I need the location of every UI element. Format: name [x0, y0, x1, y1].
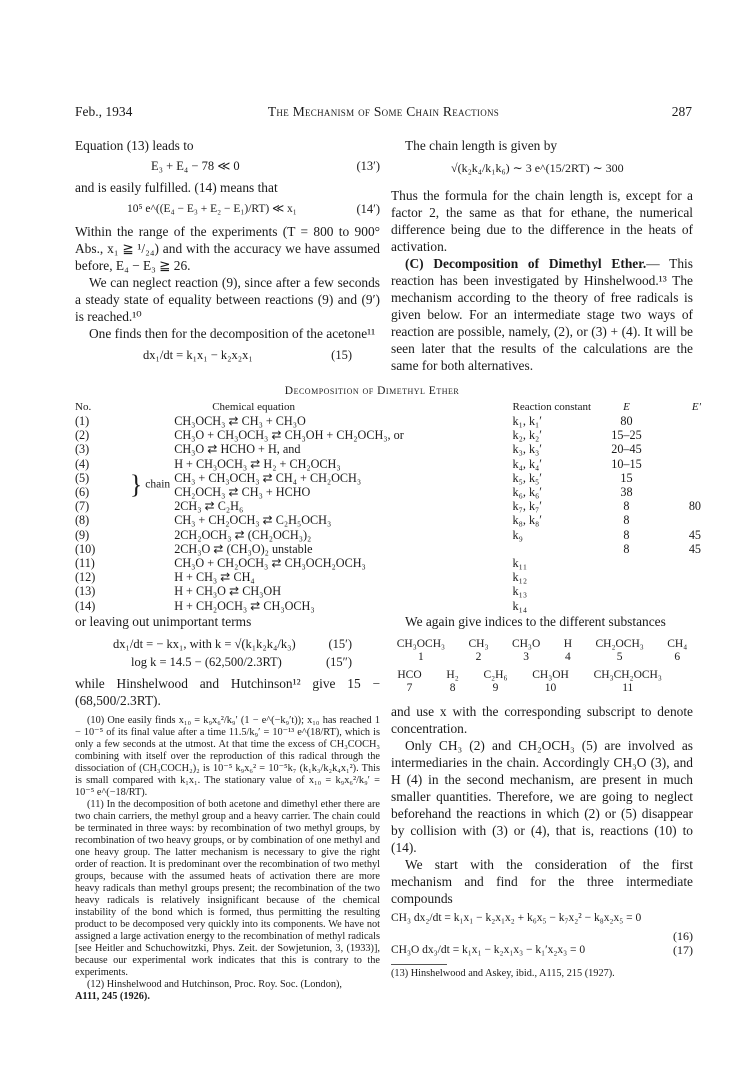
activation-energy-reverse	[660, 471, 703, 485]
equation-16	[391, 910, 693, 928]
substance-index: 8	[449, 682, 456, 694]
substance-index: 11	[622, 682, 634, 694]
chemical-equation: CH₃OCH₃ ⇄ CH₃ + CH₃O	[174, 414, 306, 429]
reaction-number: (2)	[75, 428, 90, 443]
equation-16-number-line	[391, 928, 693, 942]
right-column-upper	[391, 137, 693, 374]
substance-index: 3	[523, 651, 529, 663]
activation-energy	[593, 598, 660, 612]
header-E-prime: E′	[691, 401, 701, 413]
activation-energy-reverse: 45	[688, 527, 701, 542]
chain-brace	[128, 442, 172, 456]
equation-expr: CH₃O dx₃/dt = k₁x₁ − k₂x₁x₃ − k₁′x₂x₃ = 0	[391, 944, 586, 956]
reaction-number: (7)	[75, 499, 90, 514]
chemical-equation: CH₃ + CH₂OCH₃ ⇄ C₂H₅OCH₃	[174, 513, 332, 528]
equation-number: (15)	[331, 348, 352, 362]
activation-energy-reverse	[660, 570, 703, 584]
table-row	[73, 442, 703, 456]
substance-formula	[680, 669, 693, 682]
table-caption: Decomposition of Dimethyl Ether	[284, 385, 460, 397]
footnote-11: (11) In the decomposition of both acetone and dimethyl ether there are two chain carriers, the methyl group and a heavy carrier. The chain could be terminated in three ways: by recombination of two methyl groups, by recombination of two heavy groups, or by combination of one methyl and one heavy group. The latter mechanism is necessary to give the right order of reaction. It is predominant over the recombination of two methyl groups, because with the assumed heats of activation there are more heavy radicals than methyl groups present; the recombination of the two heavy radicals is relatively insignificant because of the chemical instability of the bond which is formed, thus permitting the resulting product to be decomposed very quickly into its components. We have not assigned a large activation energy to the recombination of methyl radicals [see Heitler and Schuchowitzki, Phys. Zeit. der Sowjetunion, 3, (1933)], because our experimental work indicates that this is contrary to the experiments.	[75, 799, 380, 978]
header-date: Feb., 1934	[75, 104, 133, 119]
reaction-constant: k₁, k₁′	[512, 414, 542, 429]
reaction-constant: k₇, k₇′	[512, 499, 542, 514]
substance-formula: CH₃O	[511, 638, 541, 650]
footnote-rule	[391, 964, 447, 965]
activation-energy	[593, 584, 660, 598]
substance-formula: CH₂OCH₃	[595, 638, 644, 650]
reaction-number: (9)	[75, 527, 90, 542]
activation-energy	[593, 570, 660, 584]
substance-formula: CH₃OH	[532, 669, 569, 681]
chain-brace	[128, 542, 172, 556]
header-equation: Chemical equation	[212, 401, 295, 413]
chain-label: chain	[145, 478, 171, 491]
table-row	[73, 457, 703, 471]
activation-energy: 8	[623, 541, 630, 556]
table-row	[73, 528, 703, 542]
table-row	[73, 428, 703, 442]
equation-number: (17)	[673, 943, 693, 957]
chemical-equation: 2CH₂OCH₃ ⇄ (CH₂OCH₃)₂	[174, 527, 312, 542]
substance-formula: C₂H₆	[483, 669, 508, 681]
chain-brace	[128, 457, 172, 471]
equation-14-prime	[75, 201, 380, 219]
equation-17	[391, 942, 693, 960]
chemical-equation: 2CH₃ ⇄ C₂H₆	[174, 499, 244, 514]
activation-energy: 20–45	[611, 442, 642, 457]
equation-expr: dx₁/dt = k₁x₁ − k₂x₂x₁	[143, 348, 253, 362]
equation-13-prime	[75, 158, 380, 176]
activation-energy: 15	[620, 470, 633, 485]
table-row	[73, 542, 703, 556]
reaction-constant: k₅, k₅′	[512, 470, 542, 485]
left-column-upper	[75, 137, 380, 365]
reaction-constant: k₆, k₆′	[512, 485, 542, 500]
table-row	[73, 471, 703, 485]
reaction-number: (3)	[75, 442, 90, 457]
substance-index: 9	[492, 682, 499, 694]
reaction-table	[73, 400, 703, 613]
activation-energy-reverse: 80	[688, 499, 701, 514]
section-title: (C) Decomposition of Dimethyl Ether.	[405, 256, 647, 271]
chemical-equation: CH₃O + CH₃OCH₃ ⇄ CH₃OH + CH₂OCH₃, or	[174, 428, 404, 443]
activation-energy-reverse	[660, 513, 703, 527]
reaction-number: (13)	[75, 584, 96, 599]
header-spacer	[128, 400, 172, 414]
substance-formula: CH₃	[468, 638, 489, 650]
reaction-number: (14)	[75, 598, 96, 613]
chemical-equation: CH₂OCH₃ ⇄ CH₃ + HCHO	[174, 485, 311, 500]
equation-expr: dx₁/dt = − kx₁, with k = √(k₁k₂k₄/k₃)	[113, 637, 296, 651]
chain-brace	[128, 598, 172, 612]
paragraph: Thus the formula for the chain length is, except for a factor 2, the same as that for ethane, the numerical difference being due to the difference in the heats of activation.	[391, 188, 693, 254]
substance-formula: CH₃CH₂OCH₃	[593, 669, 662, 681]
paragraph: Within the range of the experiments (T = 800 to 900° Abs., x₁ ≧ ¹/₂₄) and with the accuracy we have assumed before, E₄ − E₃ ≧ 26.	[75, 224, 380, 273]
activation-energy	[593, 556, 660, 570]
chemical-equation: H + CH₃ ⇄ CH₄	[174, 570, 255, 585]
activation-energy-reverse	[660, 485, 703, 499]
activation-energy: 8	[623, 527, 630, 542]
substance-formula: H	[563, 638, 573, 650]
equation-expr: 10⁵ e^((E₄ − E₃ + E₂ − E₁)/RT) ≪ x₁	[127, 203, 297, 215]
activation-energy-reverse: 45	[688, 541, 701, 556]
chemical-equation: CH₃O ⇄ HCHO + H, and	[174, 442, 301, 457]
activation-energy: 8	[623, 513, 630, 528]
chain-brace	[128, 513, 172, 527]
chain-brace	[128, 428, 172, 442]
paragraph: and is easily fulfilled. (14) means that	[75, 180, 278, 195]
reaction-number: (10)	[75, 541, 96, 556]
substance-index: 6	[674, 651, 681, 663]
chain-brace	[128, 570, 172, 584]
paragraph: The chain length is given by	[405, 138, 558, 153]
reaction-constant: k₃, k₃′	[512, 442, 542, 457]
activation-energy: 10–15	[611, 456, 642, 471]
reaction-constant: k₄, k₄′	[512, 456, 542, 471]
substance-formula: CH₃OCH₃	[396, 638, 446, 650]
activation-energy-reverse	[660, 442, 703, 456]
activation-energy-reverse	[660, 556, 703, 570]
equation-15	[75, 347, 380, 365]
chemical-equation: CH₃O + CH₂OCH₃ ⇄ CH₃OCH₂OCH₃	[174, 555, 366, 570]
chain-brace	[128, 556, 172, 570]
left-column-lower	[75, 613, 380, 1003]
equation-number: (16)	[673, 929, 693, 943]
table-header-row	[73, 400, 703, 414]
activation-energy: 38	[620, 485, 633, 500]
substance-formula: HCO	[397, 669, 422, 681]
paragraph	[391, 255, 693, 374]
header-title: The Mechanism of Some Chain Reactions	[267, 104, 500, 119]
reaction-number: (6)	[75, 485, 90, 500]
page-number: 287	[671, 104, 692, 119]
chain-brace	[128, 499, 172, 513]
chain-brace	[128, 414, 172, 428]
substance-index-row-1	[391, 638, 693, 664]
reaction-constant: k₂, k₂′	[512, 428, 542, 443]
chain-brace	[128, 528, 172, 542]
activation-energy-reverse	[660, 598, 703, 612]
activation-energy-reverse	[660, 414, 703, 428]
paragraph: Only CH₃ (2) and CH₂OCH₃ (5) are involved as intermediaries in the chain. Accordingly CH₃O (3), and H (4) in the second mechanism, are present in much smaller quantities. Therefore, we are going to neglect beforehand the reactions in which (2) or (5) disappear by collision with (3) or (4), that is, reactions (10) to (14).	[391, 738, 693, 855]
equation-number: (15′)	[328, 637, 352, 651]
paragraph: Equation (13) leads to	[75, 138, 194, 153]
reaction-number: (1)	[75, 414, 90, 429]
substance-index: 10	[544, 682, 557, 694]
section-text: — This reaction has been investigated by Hinshelwood.¹³ The mechanism according to the theory of free radicals is given below. For an intermediate stage two ways of reaction are possible, namely, (2), or (3) + (4). It will be seen later that the results of the calculations are the same for both alternatives.	[391, 256, 693, 373]
reaction-constant: k₁₄	[512, 598, 528, 613]
substance-index: 7	[406, 682, 413, 694]
paragraph: and use x with the corresponding subscript to denote concentration.	[391, 704, 693, 736]
table-row	[73, 556, 703, 570]
footnote-13: (13) Hinshelwood and Askey, ibid., A115, 215 (1927).	[391, 968, 615, 979]
reaction-number: (4)	[75, 456, 90, 471]
table-row	[73, 570, 703, 584]
substance-index-row-2	[391, 669, 693, 695]
equation-expr: √(k₂k₄/k₁k₆) ∼ 3 e^(15/2RT) ∼ 300	[451, 161, 624, 175]
reaction-constant: k₉	[512, 527, 523, 542]
substance-index	[680, 682, 693, 695]
equation-expr: log k = 14.5 − (62,500/2.3RT)	[131, 655, 282, 669]
substance-index: 2	[475, 651, 482, 663]
header-constant: Reaction constant	[512, 401, 592, 413]
chemical-equation: 2CH₃O ⇄ (CH₃O)₂ unstable	[174, 541, 313, 556]
right-column-lower	[391, 613, 693, 980]
equation-number: (14′)	[356, 202, 380, 216]
header-no: No.	[75, 401, 92, 413]
table-row	[73, 513, 703, 527]
chemical-equation: H + CH₃OCH₃ ⇄ H₂ + CH₂OCH₃	[174, 456, 341, 471]
table-row	[73, 598, 703, 612]
equation-chain-length	[391, 160, 693, 178]
activation-energy: 8	[623, 499, 630, 514]
chain-brace: } chain	[129, 469, 171, 499]
activation-energy-reverse	[660, 584, 703, 598]
activation-energy-reverse	[660, 457, 703, 471]
reaction-number: (5)	[75, 470, 90, 485]
chemical-equation: H + CH₂OCH₃ ⇄ CH₃OCH₃	[174, 598, 315, 613]
paragraph: or leaving out unimportant terms	[75, 614, 252, 629]
equation-expr: CH₃ dx₂/dt = k₁x₁ − k₂x₁x₂ + k₆x₅ − k₇x₂² − k₈x₂x₅ = 0	[391, 912, 642, 924]
substance-index: 4	[565, 651, 571, 663]
activation-energy: 80	[620, 414, 633, 429]
paragraph: We can neglect reaction (9), since after a few seconds a steady state of equality between reactions (9) and (9′) is reached.¹⁰	[75, 275, 380, 324]
activation-energy-reverse	[660, 428, 703, 442]
equation-number: (13′)	[356, 159, 380, 173]
equation-number: (15″)	[325, 655, 352, 669]
chain-brace	[128, 584, 172, 598]
reaction-constant: k₁₃	[512, 584, 528, 599]
paragraph: One finds then for the decomposition of the acetone¹¹	[89, 326, 376, 341]
substance-formula: CH₄	[667, 638, 688, 650]
substance-index: 1	[418, 651, 424, 663]
equation-expr: E₃ + E₄ − 78 ≪ 0	[151, 159, 240, 173]
substance-formula: H₂	[446, 669, 459, 681]
activation-energy: 15–25	[611, 428, 642, 443]
header-E: E	[623, 401, 630, 413]
equation-15-double-prime	[75, 654, 380, 672]
reaction-number: (11)	[75, 555, 95, 570]
reaction-constant: k₈, k₈′	[512, 513, 542, 528]
table-row	[73, 414, 703, 428]
reaction-constant: k₁₂	[512, 570, 528, 585]
paragraph: We again give indices to the different substances	[405, 614, 666, 629]
table-row	[73, 584, 703, 598]
table-row	[73, 499, 703, 513]
reaction-constant	[511, 542, 594, 556]
footnote-10: (10) One easily finds x₁₀ = k₉x₆²/k₉′ (1 − e^(−k₉′t)); x₁₀ has reached 1 − 10⁻⁵ of its final value after a time 11.5/k₉′ = 10⁻¹³ e^(18/RT), which is only a few seconds at the utmost. At that time the excess of CH₃COCH₃ combining with itself over the reproduction of this radical through the dissociation of (CH₃COCH₂)₂ is 10⁻⁵ k₉x₆² = 10⁻⁵k₇ (k₁k₃/k₂k₄x₁²). This is small compared with k₁x₁. The stationary value of x₁₀ = k₉x₆²/k₉′ = 10⁻⁵ e^(−18/RT).	[75, 715, 380, 798]
paragraph: We start with the consideration of the first mechanism and find for the three intermediate compounds	[391, 857, 693, 906]
reaction-number: (8)	[75, 513, 90, 528]
reaction-number: (12)	[75, 570, 96, 585]
reaction-constant: k₁₁	[512, 555, 528, 570]
equation-15-prime	[75, 636, 380, 654]
footnote-12-ref: A111, 245 (1926).	[75, 991, 150, 1002]
footnote-12: (12) Hinshelwood and Hutchinson, Proc. Roy. Soc. (London),	[87, 979, 343, 990]
chemical-equation: H + CH₃O ⇄ CH₃OH	[174, 584, 282, 599]
running-header	[75, 104, 692, 122]
chemical-equation: CH₃ + CH₃OCH₃ ⇄ CH₄ + CH₂OCH₃	[174, 470, 362, 485]
substance-index: 5	[616, 651, 623, 663]
paragraph: while Hinshelwood and Hutchinson¹² give 15 − (68,500/2.3RT).	[75, 676, 380, 708]
